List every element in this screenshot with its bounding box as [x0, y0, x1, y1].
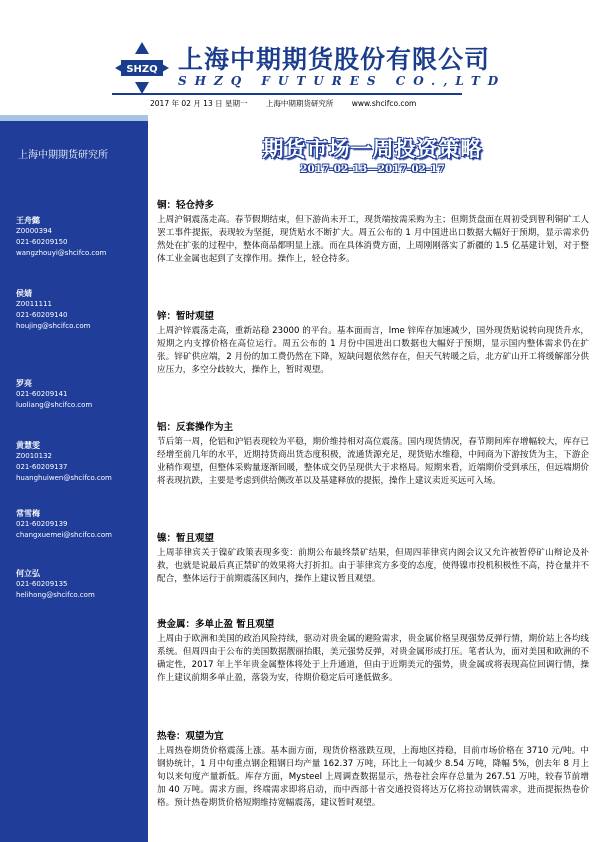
- analyst-email[interactable]: wangzhouyi@shcifco.com: [16, 249, 107, 257]
- analyst-email[interactable]: luoliang@shcifco.com: [16, 401, 93, 409]
- section-body: 上周沪锌震荡走高，重新站稳 23000 的平台。基本面而言，lme 锌库存加速减少，国外现货贴说转向现货升水，短期之内支撑价格在高位运行。周五公布的 1 月份中国进出口数据也大幅好于预期，显示国内整体需求仍在扩张。锌矿供应端，2 月份的加工费仍然在下降，短缺问题依然存在，但天气转暖之后，北方矿山开工将缓解部分供应压力，多空分歧较大，操作上，暂时观望。: [157, 326, 589, 376]
- analyst-phone: 021-60209139: [16, 520, 68, 528]
- institute-name: 上海中期期货研究所: [265, 99, 334, 108]
- section-body: 上周由于欧洲和美国的政治风险持续，驱动对贵金属的避险需求，贵金属价格呈现强势反弹行情，期价站上各均线系统。但周四由于公布的美国数据靓丽抬眼，美元强势反弹，对贵金属形成打压。笔者认为，面对美国和欧洲的不确定性，2017 年上半年贵金属整体将处于上升通道，但由于近期美元的强势，贵金属或将表现高位回调行情，操作上建议前期多单止盈，落袋为安，待期价稳定后可逢低做多。: [157, 634, 589, 684]
- analyst-card: [16, 288, 90, 332]
- section-aluminum: [157, 419, 589, 488]
- analyst-id: Z0011111: [16, 300, 52, 308]
- logo-text: SHZQ: [126, 64, 158, 75]
- header-divider: [112, 93, 462, 95]
- analyst-name: 王舟懿: [16, 216, 40, 225]
- analyst-id: Z0000394: [16, 227, 52, 235]
- section-heading: 铝：反套操作为主: [157, 422, 234, 433]
- analyst-email[interactable]: huanghuiwen@shcifco.com: [16, 474, 112, 482]
- section-hot-rolled-coil: [157, 728, 589, 810]
- company-name-cn: 上海中期期货股份有限公司: [178, 45, 491, 74]
- section-heading: 贵金属：多单止盈 暂且观望: [157, 619, 275, 630]
- report-issue-date: 2017 年 02 月 13 日 星期一: [150, 99, 248, 108]
- analyst-card: [16, 568, 95, 601]
- section-body: 上周热卷期货价格震荡上涨。基本面方面，现货价格涨跌互现，上海地区持稳，目前市场价格在 3710 元/吨。中钢协统计，1 月中旬重点钢企粗钢日均产量 162.37 万吨，环比上一旬减少 8.54 万吨，降幅 5%，创去年 8 月上旬以来旬度产量新低。库存方面，Mysteel 上周调查数据显示，热卷社会库存总量为 267.51 万吨，较春节前增加 40 万吨。需求方面，终端需求即将启动，而中西部十省交通投资将达万亿将拉动钢铁需求，进而提振热卷价格。预计热卷期货价格短期维持宽幅震荡，建议暂时观望。: [157, 746, 589, 809]
- analyst-name: 何立弘: [16, 569, 40, 578]
- analyst-card: [16, 508, 112, 541]
- analyst-name: 侯婧: [16, 289, 32, 298]
- section-nickel: [157, 530, 589, 586]
- analyst-card: [16, 378, 92, 411]
- section-heading: 镍：暂且观望: [157, 533, 215, 544]
- analyst-card: [16, 440, 112, 484]
- header-meta: [150, 98, 432, 109]
- analyst-id: Z0010132: [16, 452, 52, 460]
- analyst-phone: 021-60209137: [16, 463, 68, 471]
- section-body: 上周菲律宾关于镍矿政策表现多变：前期公布最终禁矿结果，但周四菲律宾内阁会议又允许被暂停矿山辩论及补救，也就是说最后真正禁矿的效果将大打折扣。由于菲律宾方多变的态度，使得镍市投机积极性不高，持仓量并不配合，整体运行于前期震荡区间内，操作上建议暂且观望。: [157, 548, 589, 585]
- report-title: 期货市场一周投资策略: [262, 137, 483, 161]
- analyst-email[interactable]: houjing@shcifco.com: [16, 322, 91, 330]
- section-heading: 锌：暂时观望: [157, 311, 215, 322]
- analyst-phone: 021-60209135: [16, 580, 68, 588]
- analyst-phone: 021-60209141: [16, 390, 68, 398]
- section-copper: [157, 197, 589, 266]
- company-logo: [113, 40, 171, 96]
- section-heading: 热卷：观望为宜: [157, 731, 224, 742]
- analyst-name: 常雪梅: [16, 509, 40, 518]
- sidebar-accent-bar: [0, 115, 148, 121]
- report-date-range: 2017-02-13—2017-02-17: [300, 163, 445, 175]
- analyst-email[interactable]: changxuemei@shcifco.com: [16, 531, 112, 539]
- analyst-phone: 021-60209140: [16, 311, 68, 319]
- company-name-en: SHZQ FUTURES CO.,LTD: [178, 74, 507, 88]
- section-body: 上周沪铜震荡走高。春节假期结束，但下游尚未开工，现货端按需采购为主；但期货盘面在周初受到智利铜矿工人罢工事件提振，表现较为坚挺，现货贴水不断扩大。周五公布的 1 月中国进出口数据大幅好于预期，显示需求仍然处在扩张的过程中，整体商品都明显上涨。而在具体消费方面，上周刚刚落实了新疆的 1.5 亿基建计划，对于整体工业金属也起到了支撑作用。操作上，轻仓持多。: [157, 215, 589, 265]
- section-precious-metals: [157, 616, 589, 685]
- analyst-name: 罗亮: [16, 379, 32, 388]
- analyst-name: 黄慧雯: [16, 441, 40, 450]
- analyst-card: [16, 215, 106, 259]
- section-heading: 铜：轻仓持多: [157, 200, 215, 211]
- analyst-email[interactable]: helihong@shcifco.com: [16, 591, 95, 599]
- analyst-phone: 021-60209150: [16, 238, 68, 246]
- website-link[interactable]: www.shcifco.com: [351, 99, 417, 108]
- section-body: 节后第一周，伦铝和沪铝表现较为平稳，期价维持相对高位震荡。国内现货情况，春节期间库存增幅较大，库存已经增至前几年的水平，近期持货商出货态度积极，流通货源充足，现货贴水维稳，中间商为下游按货为主，下游企业稍作观望，但整体采购量逐渐回暖，整体成交仍呈现供大于求格局。短期来看，近端期价受到承压，但远端期价将表现抗跌，主要是考虑到供给侧改革以及基建释放的提振，操作上建议卖近买远可入场。: [157, 437, 589, 487]
- section-zinc: [157, 308, 589, 377]
- sidebar-title: 上海中期期货研究所: [18, 150, 108, 161]
